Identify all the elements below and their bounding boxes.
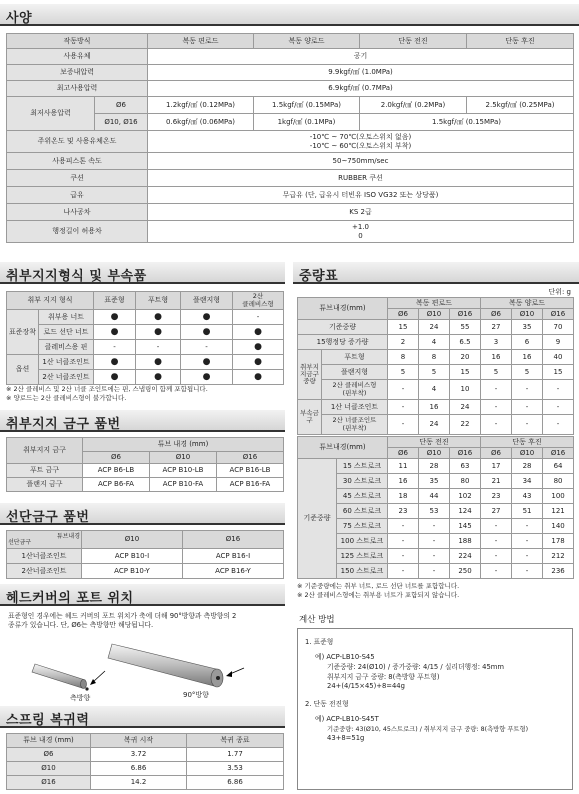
weight-head: 튜브내경(mm)	[298, 298, 388, 320]
weight-note: ※ 2산 클레비스형에는 취부용 너트가 포함되지 않습니다.	[297, 590, 460, 599]
weight-section-header	[293, 262, 579, 284]
weight-cell: 4	[419, 380, 450, 400]
weight-cell: 24	[419, 415, 450, 435]
tip-row-label: 1산너클조인트	[7, 549, 82, 564]
tip-row-label: 2산너클조인트	[7, 564, 82, 579]
weight-acc-label-text: 부속금구	[300, 408, 319, 424]
mount-cell: ●	[181, 370, 233, 385]
calc-line: 43+8=51g	[327, 734, 365, 743]
weight-cell: 23	[481, 489, 512, 504]
bracket-cell: ACP B16-LB	[217, 464, 284, 478]
spec-head-col: 복동 양로드	[254, 34, 360, 49]
weight-cell: 53	[419, 504, 450, 519]
spec-label: 급유	[7, 187, 148, 204]
spec-value: 1.2kgf/㎠ (0.12MPa)	[148, 97, 254, 114]
mount-cell: ●	[233, 355, 284, 370]
bracket-cell: ACP B10-FA	[150, 478, 217, 492]
mount-head	[233, 292, 284, 310]
weight-cell: 5	[388, 365, 419, 380]
spring-cell: 1.77	[187, 748, 284, 762]
weight-cell: -	[481, 534, 512, 549]
stroke-label: 60 스트로크	[337, 504, 388, 519]
weight-cell: 64	[543, 459, 574, 474]
weight-cell: 15	[388, 320, 419, 335]
port-description	[8, 612, 286, 630]
stroke-label: 45 스트로크	[337, 489, 388, 504]
weight-cell: 17	[481, 459, 512, 474]
spec-value: 1.5kgf/㎠ (0.15MPa)	[254, 97, 360, 114]
weight-cell: 55	[450, 320, 481, 335]
tip-cell: ACP B16-Y	[183, 564, 284, 579]
calc-text	[305, 638, 569, 744]
weight-cell: 35	[512, 320, 543, 335]
spec-value: 50~750mm/sec	[148, 153, 574, 170]
mount-head-line1: 2산	[252, 292, 264, 301]
bracket-section-title: 취부지지 금구 품번	[6, 417, 121, 432]
spec-value: 0.6kgf/㎠ (0.06MPa)	[148, 114, 254, 131]
spec-value: 공기	[148, 49, 574, 65]
mount-cell: ●	[181, 310, 233, 325]
weight-cell: 6.5	[450, 335, 481, 350]
weight-cell: 24	[419, 320, 450, 335]
weight-cell: -	[388, 380, 419, 400]
weight-cell: 6	[512, 335, 543, 350]
weight-cell: 140	[543, 519, 574, 534]
spring-cell: 6.86	[91, 762, 187, 776]
weight-cell: 11	[388, 459, 419, 474]
tip-cell: ACP B10-I	[82, 549, 183, 564]
weight-dia: Ø16	[450, 448, 481, 459]
weight-cell: -	[388, 549, 419, 564]
mount-cell: ●	[181, 355, 233, 370]
spec-label: 보증내압력	[7, 65, 148, 81]
weight-acc-label	[298, 400, 322, 435]
mount-cell: ●	[181, 325, 233, 340]
side-arrow	[90, 671, 105, 685]
clevis-sublabel: (핀부착)	[342, 388, 367, 397]
weight-dia: Ø10	[512, 448, 543, 459]
bracket-table	[6, 437, 284, 492]
weight-cell: 80	[450, 474, 481, 489]
stroke-label: 75 스트로크	[337, 519, 388, 534]
tip-head-tip: 선단금구	[8, 538, 32, 546]
tip-head-corner	[7, 531, 82, 549]
weight-cell: 16	[512, 350, 543, 365]
mount-cell: ●	[233, 340, 284, 355]
weight-cell: 24	[450, 400, 481, 415]
tip-cell: ACP B10-Y	[82, 564, 183, 579]
spec-head-col: 복동 편로드	[148, 34, 254, 49]
spec-value: 6.9kgf/㎠ (0.7MPa)	[148, 81, 574, 97]
calc-item-title: 2. 단동 전진형	[305, 700, 349, 709]
weight-dia: Ø16	[543, 309, 574, 320]
mount-notes	[6, 385, 286, 403]
weight-cell: -	[512, 519, 543, 534]
weight-cell: 34	[512, 474, 543, 489]
spring-cell: 3.53	[187, 762, 284, 776]
mount-cell: ●	[136, 325, 181, 340]
spec-head-type: 작동방식	[7, 34, 148, 49]
mount-section-title: 취부지지형식 및 부속품	[6, 269, 147, 284]
weight-cell: -	[419, 519, 450, 534]
spec-value: 9.9kgf/㎠ (1.0MPa)	[148, 65, 574, 81]
weight-table-double	[297, 297, 574, 435]
weight-cell: 100	[543, 489, 574, 504]
weight-cell: -	[419, 534, 450, 549]
tip-head-tube: 튜브내경	[56, 532, 80, 540]
weight-cell: 16	[419, 400, 450, 415]
weight-cell: 22	[450, 415, 481, 435]
mount-head: 푸트형	[136, 292, 181, 310]
weight-head: 복동 양로드	[481, 298, 574, 309]
weight-cell: -	[543, 380, 574, 400]
bracket-cell: ACP B16-FA	[217, 478, 284, 492]
calc-title: 계산 방법	[299, 615, 335, 625]
mount-cell: -	[233, 310, 284, 325]
weight-cell: 16	[388, 474, 419, 489]
weight-cell: 27	[481, 320, 512, 335]
weight-cell: 23	[388, 504, 419, 519]
port-section-title: 헤드커버의 포트 위치	[6, 591, 134, 606]
clevis-label: 2산 클레비스형	[332, 381, 377, 390]
weight-cell: 28	[419, 459, 450, 474]
weight-cell: 21	[481, 474, 512, 489]
mount-cell: ●	[233, 325, 284, 340]
spec-head-col: 단동 후진	[467, 34, 574, 49]
mount-head: 플랜지형	[181, 292, 233, 310]
spec-head-col: 단동 전진	[360, 34, 467, 49]
weight-row-label: 푸트형	[322, 350, 388, 365]
weight-cell: -	[481, 564, 512, 579]
weight-dia: Ø10	[419, 309, 450, 320]
weight-row-label: 플랜지형	[322, 365, 388, 380]
bracket-head: 튜브 내경 (mm)	[83, 438, 284, 452]
weight-cell: -	[388, 400, 419, 415]
mount-cell: -	[136, 340, 181, 355]
tol-lower: 0	[358, 231, 363, 240]
weight-cell: 178	[543, 534, 574, 549]
mount-section-header	[0, 262, 285, 284]
weight-row-label: 기준중량	[298, 320, 388, 335]
weight-cell: 224	[450, 549, 481, 564]
tip-head: Ø16	[183, 531, 284, 549]
mount-row-label: 클레비스용 핀	[39, 340, 94, 355]
temp-line-2: -10℃ ~ 60℃(오토스위치 부착)	[309, 141, 412, 150]
mount-head: 취부 지지 형식	[7, 292, 94, 310]
spec-value	[148, 221, 574, 243]
weight-cell: 236	[543, 564, 574, 579]
weight-cell: -	[419, 549, 450, 564]
weight-cell: 5	[419, 365, 450, 380]
port-90-cylinder	[108, 644, 223, 687]
weight-cell: 16	[481, 350, 512, 365]
tip-table	[6, 530, 284, 579]
weight-cell: -	[512, 380, 543, 400]
weight-row-label	[322, 380, 388, 400]
weight-cell: 212	[543, 549, 574, 564]
weight-cell: -	[512, 415, 543, 435]
weight-cell: -	[543, 400, 574, 415]
spec-value: 2.0kgf/㎠ (0.2MPa)	[360, 97, 467, 114]
weight-note: ※ 기준중량에는 취부 너트, 로드 선단 너트를 포함합니다.	[297, 582, 460, 590]
weight-cell: -	[512, 534, 543, 549]
spec-value: 1.5kgf/㎠ (0.15MPa)	[360, 114, 574, 131]
mount-cell: ●	[136, 355, 181, 370]
spec-sublabel: Ø6	[95, 97, 148, 114]
spring-row-label: Ø10	[7, 762, 91, 776]
weight-cell: -	[512, 549, 543, 564]
weight-cell: -	[388, 519, 419, 534]
temp-line-1: -10℃ ~ 70℃(오토스위치 없음)	[309, 133, 412, 142]
weight-cell: 10	[450, 380, 481, 400]
mount-cell: -	[94, 340, 136, 355]
bracket-row-label: 플랜지 금구	[7, 478, 83, 492]
stroke-label: 15 스트로크	[337, 459, 388, 474]
weight-cell: 3	[481, 335, 512, 350]
weight-dia: Ø16	[450, 309, 481, 320]
weight-mount-label-text: 취부지지금구중량	[300, 362, 319, 386]
weight-base-label: 기준중량	[298, 459, 337, 579]
weight-cell: 8	[388, 350, 419, 365]
mount-cell: ●	[94, 355, 136, 370]
calc-line: 취부지지 금구 중량: 8(측방향 푸트형)	[327, 672, 440, 681]
axial-arrow	[226, 668, 244, 677]
spec-value: KS 2급	[148, 204, 574, 221]
weight-cell: -	[481, 415, 512, 435]
weight-cell: -	[481, 380, 512, 400]
spec-value: 2.5kgf/㎠ (0.25MPa)	[467, 97, 574, 114]
weight-cell: 80	[543, 474, 574, 489]
k2-label: 2산 너클조인트	[332, 416, 377, 425]
mount-row-label: 2산 너클조인트	[39, 370, 94, 385]
weight-cell: 145	[450, 519, 481, 534]
mount-note: ※ 2산 클레비스 및 2산 너클 조인트에는 핀, 스냅링이 함께 포함됩니다.	[6, 385, 208, 393]
spec-value: 1kgf/㎠ (0.1MPa)	[254, 114, 360, 131]
mount-cell: ●	[94, 370, 136, 385]
bracket-head: Ø10	[150, 452, 217, 464]
mount-cell: ●	[94, 310, 136, 325]
weight-cell: -	[481, 549, 512, 564]
weight-section-title: 중량표	[299, 269, 339, 284]
side-port-label: 측방향	[70, 694, 91, 702]
weight-cell: -	[388, 415, 419, 435]
weight-cell: -	[419, 564, 450, 579]
tip-cell: ACP B16-I	[183, 549, 284, 564]
spec-label: 나사공차	[7, 204, 148, 221]
spec-label: 행정길이 허용차	[7, 221, 148, 243]
spec-value: 무급유 (단, 급유시 터빈유 ISO VG32 또는 상당품)	[148, 187, 574, 204]
weight-dia: Ø16	[543, 448, 574, 459]
weight-cell: 27	[481, 504, 512, 519]
calc-example: 예) ACP-LB10-S45T	[315, 715, 379, 724]
mount-head: 표준형	[94, 292, 136, 310]
weight-cell: 250	[450, 564, 481, 579]
spec-label: 쿠션	[7, 170, 148, 187]
spec-value	[148, 131, 574, 153]
stroke-label: 125 스트로크	[337, 549, 388, 564]
weight-cell: 35	[419, 474, 450, 489]
spring-row-label: Ø16	[7, 776, 91, 790]
weight-cell: 124	[450, 504, 481, 519]
weight-cell: -	[388, 534, 419, 549]
weight-cell: 28	[512, 459, 543, 474]
bracket-section-header	[0, 410, 285, 432]
spec-label: 최저사용압력	[7, 97, 95, 131]
weight-head: 복동 편로드	[388, 298, 481, 309]
mount-cell: ●	[94, 325, 136, 340]
weight-dia: Ø6	[481, 448, 512, 459]
weight-mount-label	[298, 350, 322, 400]
weight-cell: 121	[543, 504, 574, 519]
tip-head: Ø10	[82, 531, 183, 549]
weight-cell: 51	[512, 504, 543, 519]
weight-notes	[297, 582, 573, 600]
calc-box	[297, 628, 573, 790]
weight-cell: 5	[481, 365, 512, 380]
mount-row-label: 1산 너클조인트	[39, 355, 94, 370]
tol-upper: +1.0	[352, 223, 369, 232]
weight-cell: 102	[450, 489, 481, 504]
mount-std-label: 표준장착	[7, 310, 39, 355]
bracket-cell: ACP B6-FA	[83, 478, 150, 492]
weight-cell: 70	[543, 320, 574, 335]
spec-value: RUBBER 쿠션	[148, 170, 574, 187]
weight-dia: Ø6	[481, 309, 512, 320]
weight-cell: 188	[450, 534, 481, 549]
mount-cell: ●	[136, 370, 181, 385]
spec-label: 최고사용압력	[7, 81, 148, 97]
port-text-line: 종류가 있습니다. 단, Ø6는 측방향만 해당됩니다.	[8, 621, 154, 630]
weight-cell: 43	[512, 489, 543, 504]
mount-opt-label: 옵션	[7, 355, 39, 385]
weight-cell: -	[481, 400, 512, 415]
weight-cell: 15	[543, 365, 574, 380]
bracket-cell: ACP B6-LB	[83, 464, 150, 478]
weight-cell: 8	[419, 350, 450, 365]
spring-section-header	[0, 706, 285, 728]
spring-head: 복귀 종료	[187, 734, 284, 748]
weight-cell: -	[512, 400, 543, 415]
weight-head: 단동 후진	[481, 437, 574, 448]
calc-line: 기준중량: 43(Ø10, 45스트로크) / 취부지지 금구 중량: 8(측방향 푸트형)	[327, 725, 529, 733]
weight-cell: 9	[543, 335, 574, 350]
stroke-label: 30 스트로크	[337, 474, 388, 489]
mount-row-label: 취부용 너트	[39, 310, 94, 325]
weight-table-single	[297, 436, 574, 579]
spec-label: 사용유체	[7, 49, 148, 65]
weight-cell: -	[481, 519, 512, 534]
calc-line: 기준중량: 24(Ø10) / 증가중량: 4/15 / 실리더행정: 45mm	[327, 662, 505, 671]
weight-cell: 18	[388, 489, 419, 504]
bracket-head: Ø6	[83, 452, 150, 464]
mount-cell: ●	[136, 310, 181, 325]
stroke-label: 100 스트로크	[337, 534, 388, 549]
spring-head: 튜브 내경 (mm)	[7, 734, 91, 748]
weight-cell: 20	[450, 350, 481, 365]
weight-cell: -	[543, 415, 574, 435]
mount-table	[6, 291, 284, 385]
weight-cell: 5	[512, 365, 543, 380]
spec-label: 주위온도 및 사용유체온도	[7, 131, 148, 153]
weight-dia: Ø10	[419, 448, 450, 459]
weight-cell: 4	[419, 335, 450, 350]
weight-head: 단동 전진	[388, 437, 481, 448]
weight-unit: 단위: g	[548, 288, 571, 296]
k2-sublabel: (핀부착)	[342, 423, 367, 432]
bracket-row-label: 푸트 금구	[7, 464, 83, 478]
weight-dia: Ø6	[388, 309, 419, 320]
weight-head: 튜브내경(mm)	[298, 437, 388, 459]
weight-dia: Ø10	[512, 309, 543, 320]
spec-sublabel: Ø10, Ø16	[95, 114, 148, 131]
mount-note: ※ 양로드는 2산 클레비스형이 불가합니다.	[6, 393, 127, 402]
tip-section-header	[0, 503, 285, 525]
weight-cell: 40	[543, 350, 574, 365]
mount-cell: ●	[233, 370, 284, 385]
weight-cell: 2	[388, 335, 419, 350]
spring-cell: 6.86	[187, 776, 284, 790]
weight-row-label	[322, 415, 388, 435]
calc-example: 예) ACP-LB10-S45	[315, 652, 375, 661]
weight-row-label: 1산 너클조인트	[322, 400, 388, 415]
side-port-cylinder	[32, 664, 89, 691]
spec-table	[6, 33, 574, 243]
port-illustration	[30, 636, 255, 706]
port-section-header	[0, 584, 285, 606]
weight-cell: 15	[450, 365, 481, 380]
spec-section-header	[0, 4, 579, 26]
weight-cell: -	[512, 564, 543, 579]
calc-item-title: 1. 표준형	[305, 638, 334, 646]
port-90-label: 90°방향	[183, 691, 209, 699]
bracket-cell: ACP B10-LB	[150, 464, 217, 478]
spec-label: 사용피스톤 속도	[7, 153, 148, 170]
weight-dia: Ø6	[388, 448, 419, 459]
stroke-label: 150 스트로크	[337, 564, 388, 579]
spring-row-label: Ø6	[7, 748, 91, 762]
weight-cell: 63	[450, 459, 481, 474]
calc-line: 24+(4/15×45)+8=44g	[327, 682, 405, 691]
bracket-head: Ø16	[217, 452, 284, 464]
bracket-head: 취부지지 금구	[7, 438, 83, 464]
mount-row-label: 로드 선단 너트	[39, 325, 94, 340]
weight-cell: -	[388, 564, 419, 579]
weight-row-label: 15행정당 증가량	[298, 335, 388, 350]
spring-table	[6, 733, 284, 790]
weight-cell: 44	[419, 489, 450, 504]
mount-cell: -	[181, 340, 233, 355]
tip-section-title: 선단금구 품번	[6, 510, 90, 525]
port-text-line: 표준형인 경우에는 헤드 커버의 포트 위치가 축에 더해 90°방향과 측방향의 2	[8, 612, 237, 620]
spring-cell: 3.72	[91, 748, 187, 762]
spec-section-title: 사양	[6, 11, 33, 26]
spring-section-title: 스프링 복귀력	[6, 713, 90, 728]
spring-head: 복귀 시작	[91, 734, 187, 748]
spring-cell: 14.2	[91, 776, 187, 790]
mount-head-line2: 클레비스형	[242, 299, 274, 308]
